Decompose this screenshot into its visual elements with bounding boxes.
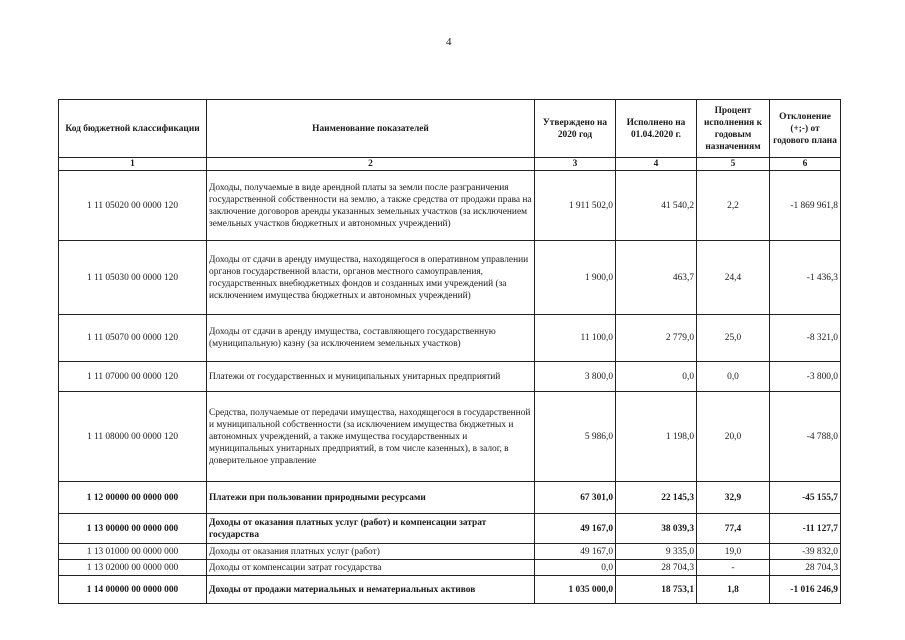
row-approved: 5 986,0 [535,392,616,482]
row-approved: 1 900,0 [535,241,616,315]
row-code: 1 11 07000 00 0000 120 [59,362,207,392]
column-number: 6 [770,158,841,171]
row-name: Доходы от сдачи в аренду имущества, находящегося в оперативном управлении органов государственной власти, органов местного самоуправления, государственных внебюджетных фондов и созданных ими учреждений (за исключением имущества бюджетных и автономных учреждений) [207,241,535,315]
row-name: Доходы от оказания платных услуг (работ) и компенсации затрат государства [207,514,535,544]
row-percent: 77,4 [697,514,770,544]
row-executed: 41 540,2 [616,171,697,241]
table-row [59,171,841,241]
row-executed: 2 779,0 [616,315,697,362]
header-code: Код бюджетной классификации [59,100,207,158]
row-executed: 38 039,3 [616,514,697,544]
row-executed: 9 335,0 [616,544,697,560]
row-percent: 0,0 [697,362,770,392]
column-number: 2 [207,158,535,171]
row-code: 1 13 01000 00 0000 000 [59,544,207,560]
row-deviation: -11 127,7 [770,514,841,544]
row-approved: 11 100,0 [535,315,616,362]
row-executed: 463,7 [616,241,697,315]
row-deviation: -4 788,0 [770,392,841,482]
row-code: 1 14 00000 00 0000 000 [59,576,207,604]
row-deviation: -39 832,0 [770,544,841,560]
table-row [59,576,841,604]
row-code: 1 11 05070 00 0000 120 [59,315,207,362]
row-executed: 28 704,3 [616,560,697,576]
row-name: Доходы от оказания платных услуг (работ) [207,544,535,560]
page-number: 4 [446,36,452,48]
column-number: 1 [59,158,207,171]
row-executed: 22 145,3 [616,482,697,514]
row-approved: 3 800,0 [535,362,616,392]
budget-execution-table [58,99,841,604]
header-name: Наименование показателей [207,100,535,158]
row-code: 1 11 08000 00 0000 120 [59,392,207,482]
row-approved: 49 167,0 [535,514,616,544]
row-percent: 25,0 [697,315,770,362]
row-name: Доходы, получаемые в виде арендной платы за земли после разграничения государственной собственности на землю, а также средства от продажи права на заключение договоров аренды указанных земельных участков (за исключением земельных участков бюджетных и автономных учреждений) [207,171,535,241]
row-code: 1 13 00000 00 0000 000 [59,514,207,544]
table-row [59,362,841,392]
header-deviation: Отклонение (+;-) от годового плана [770,100,841,158]
row-approved: 49 167,0 [535,544,616,560]
row-code: 1 13 02000 00 0000 000 [59,560,207,576]
row-percent: 19,0 [697,544,770,560]
row-deviation: 28 704,3 [770,560,841,576]
header-percent: Процент исполнения к годовым назначениям [697,100,770,158]
row-name: Средства, получаемые от передачи имущества, находящегося в государственной и муниципальной собственности (за исключением имущества бюджетных и автономных учреждений, а также имущества государственных и муниципальных унитарных предприятий, в том числе казенных), в залог, в доверительное управление [207,392,535,482]
row-code: 1 12 00000 00 0000 000 [59,482,207,514]
row-deviation: -1 016 246,9 [770,576,841,604]
table-row [59,514,841,544]
row-approved: 67 301,0 [535,482,616,514]
header-executed: Исполнено на 01.04.2020 г. [616,100,697,158]
row-percent: 32,9 [697,482,770,514]
row-deviation: -1 869 961,8 [770,171,841,241]
column-number-row [59,158,841,171]
header-approved: Утверждено на 2020 год [535,100,616,158]
row-percent: 24,4 [697,241,770,315]
table-row [59,560,841,576]
table-row [59,544,841,560]
row-percent: - [697,560,770,576]
row-code: 1 11 05030 00 0000 120 [59,241,207,315]
row-name: Платежи при пользовании природными ресурсами [207,482,535,514]
row-name: Доходы от компенсации затрат государства [207,560,535,576]
row-deviation: -3 800,0 [770,362,841,392]
row-executed: 18 753,1 [616,576,697,604]
table-row [59,392,841,482]
row-approved: 1 911 502,0 [535,171,616,241]
row-percent: 2,2 [697,171,770,241]
row-code: 1 11 05020 00 0000 120 [59,171,207,241]
row-approved: 0,0 [535,560,616,576]
row-deviation: -1 436,3 [770,241,841,315]
row-executed: 0,0 [616,362,697,392]
row-name: Платежи от государственных и муниципальных унитарных предприятий [207,362,535,392]
row-approved: 1 035 000,0 [535,576,616,604]
row-name: Доходы от сдачи в аренду имущества, составляющего государственную (муниципальную) казну (за исключением земельных участков) [207,315,535,362]
column-number: 4 [616,158,697,171]
table-row [59,241,841,315]
row-percent: 1,8 [697,576,770,604]
row-deviation: -45 155,7 [770,482,841,514]
row-executed: 1 198,0 [616,392,697,482]
row-name: Доходы от продажи материальных и нематериальных активов [207,576,535,604]
table-row [59,482,841,514]
column-number: 3 [535,158,616,171]
column-number: 5 [697,158,770,171]
row-deviation: -8 321,0 [770,315,841,362]
row-percent: 20,0 [697,392,770,482]
table-row [59,315,841,362]
